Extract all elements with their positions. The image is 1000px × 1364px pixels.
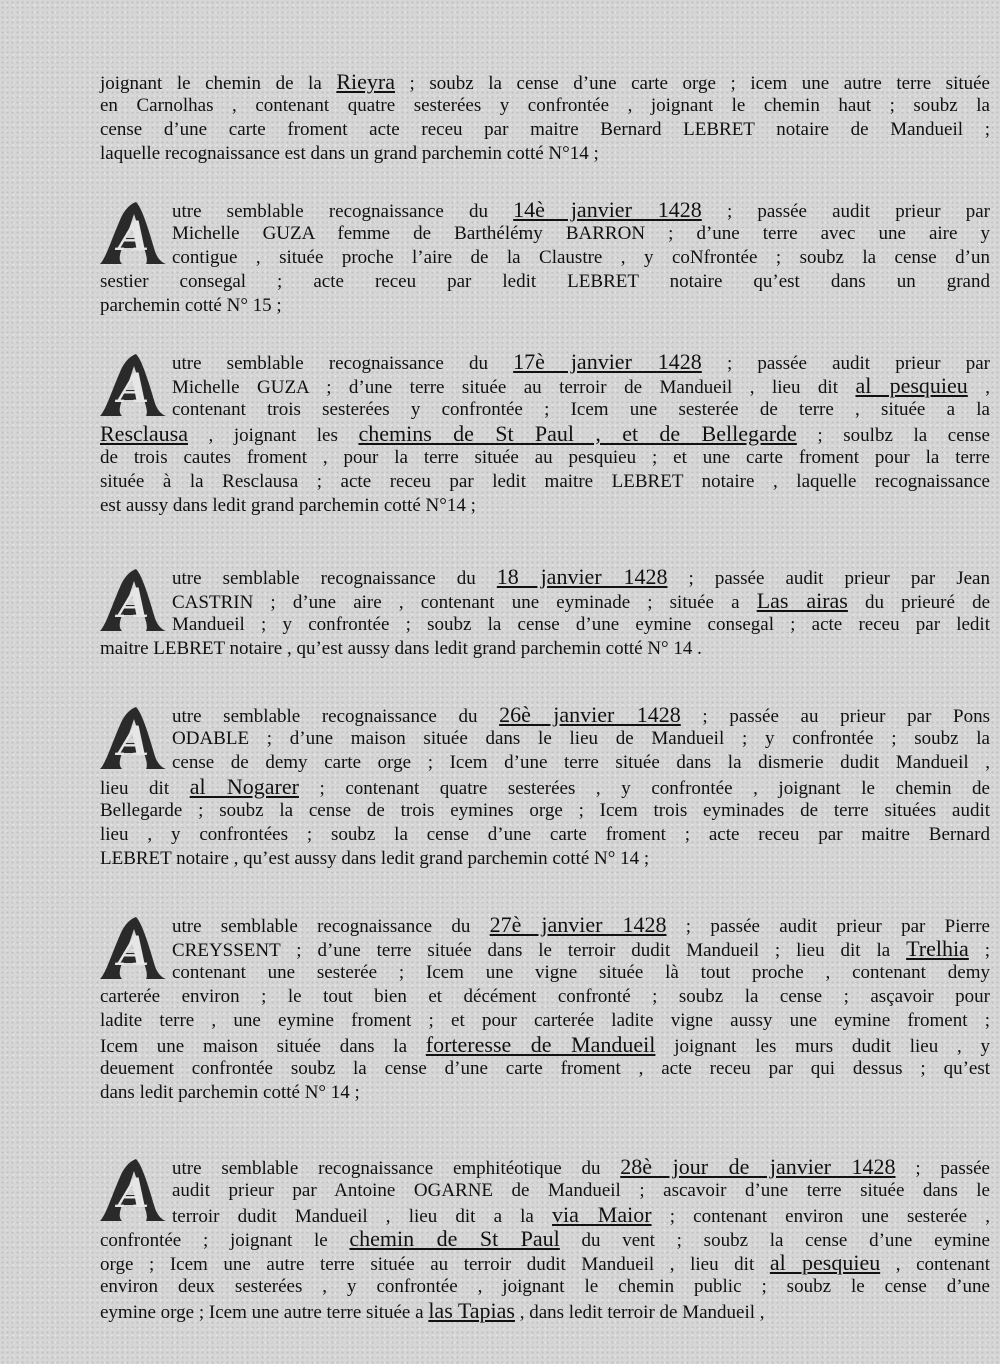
text-segment: carterée environ ; le tout bien et décément confronté ; soubz la cense ; asçavoir pour (100, 986, 990, 1007)
text-line (172, 589, 990, 613)
underlined-place-or-date: 27è janvier 1428 (489, 912, 667, 937)
text-segment: lieu dit (100, 778, 190, 799)
text-segment: confrontée ; joignant le (100, 1230, 350, 1251)
text-line (100, 775, 990, 799)
underlined-place-or-date: las Tapias (428, 1298, 515, 1323)
text-segment: ; contenant quatre sesterées , y confrontée , joignant le chemin de (298, 778, 990, 799)
text-line (172, 751, 990, 775)
text-line (172, 961, 990, 985)
text-segment: sestier consegal ; acte receu par ledit LEBRET notaire qu’est dans un grand (100, 271, 990, 292)
text-segment: ladite terre , une eymine froment ; et pour carterée ladite vigne aussy une eymine froment ; (100, 1010, 990, 1031)
text-segment: utre semblable recognaissance du (172, 706, 500, 727)
paragraph (100, 1155, 990, 1323)
text-line (100, 823, 990, 847)
text-segment: Icem une maison située dans la (100, 1036, 426, 1057)
text-segment: utre semblable recognaissance du (172, 353, 514, 374)
text-segment: utre semblable recognaissance du (172, 568, 497, 589)
paragraph (100, 565, 990, 661)
text-line (172, 1155, 990, 1179)
text-segment: contenant trois sesterées y confrontée ; Icem une sesterée de terre , située a la (172, 399, 990, 420)
text-segment: audit prieur par Antoine OGARNE de Mandueil ; ascavoir d’une terre située dans le (172, 1180, 990, 1201)
text-line (100, 422, 990, 446)
text-segment: ; passée audit prieur par (701, 353, 991, 374)
text-segment: ODABLE ; d’une maison située dans le lieu de Mandueil ; y confrontée ; soubz la (172, 728, 990, 749)
text-segment: orge ; Icem une autre terre située au terroir dudit Mandueil , lieu dit (100, 1254, 770, 1275)
underlined-place-or-date: al Nogarer (189, 774, 299, 799)
text-segment: ; (968, 940, 991, 961)
dropcap-letter: A (118, 718, 150, 765)
text-segment: parchemin cotté N° 15 ; (100, 295, 282, 316)
text-line (100, 799, 990, 823)
text-line (100, 294, 990, 318)
dropcap-letter: A (118, 1170, 150, 1217)
dropcap-letter: A (118, 928, 150, 975)
underlined-place-or-date: 14è janvier 1428 (513, 197, 702, 222)
text-segment: est aussy dans ledit grand parchemin cotté N°14 ; (100, 495, 476, 516)
text-segment: du vent ; soubz la cense d’une eymine (559, 1230, 990, 1251)
text-line (172, 374, 990, 398)
underlined-place-or-date: chemins de St Paul , et de Bellegarde (358, 421, 797, 446)
text-line (172, 1203, 990, 1227)
text-line (100, 1057, 990, 1081)
decorative-initial (96, 703, 168, 775)
text-line (172, 222, 990, 246)
text-segment: , contenant (880, 1254, 990, 1275)
text-line (172, 198, 990, 222)
text-segment: utre semblable recognaissance du (172, 201, 514, 222)
text-line (172, 246, 990, 270)
text-segment: utre semblable recognaissance du (172, 916, 490, 937)
underlined-place-or-date: Las airas (756, 588, 848, 613)
text-segment: ; passée au prieur par Pons (680, 706, 990, 727)
text-segment: de trois cautes froment , pour la terre située au pesquieu ; et une carte froment pour la terre (100, 447, 990, 468)
text-segment: ; soubz la cense d’une carte orge ; icem une autre terre située (394, 73, 990, 94)
text-segment: , dans ledit terroir de Mandueil , (514, 1302, 765, 1323)
text-line (100, 637, 990, 661)
text-segment: , (967, 377, 990, 398)
text-segment: cense d’une carte froment acte receu par maitre Bernard LEBRET notaire de Mandueil ; (100, 119, 990, 140)
dropcap-letter: A (118, 213, 150, 260)
text-segment: joignant le chemin de la (100, 73, 337, 94)
text-line (100, 94, 990, 118)
text-segment: Mandueil ; y confrontée ; soubz la cense d’une eymine consegal ; acte receu par ledit (172, 614, 990, 635)
underlined-place-or-date: forteresse de Mandueil (425, 1032, 656, 1057)
decorative-initial (96, 350, 168, 422)
text-line (100, 118, 990, 142)
text-segment: , joignant les (187, 425, 359, 446)
text-segment: ; contenant environ une sesterée , (651, 1206, 990, 1227)
underlined-place-or-date: al pesquieu (855, 373, 968, 398)
text-segment: du prieuré de (847, 592, 991, 613)
text-line (100, 1251, 990, 1275)
text-line (100, 1081, 990, 1105)
text-segment: deuement confrontée soubz la cense d’une carte froment , acte receu par qui dessus ; qu’est (100, 1058, 990, 1079)
text-line (100, 270, 990, 294)
underlined-place-or-date: Trelhia (906, 936, 969, 961)
underlined-place-or-date: Rieyra (336, 69, 395, 94)
decorative-initial (96, 565, 168, 637)
text-segment: environ deux sesterées , y confrontée , joignant le chemin public ; soubz le cense d’une (100, 1276, 990, 1297)
text-segment: CASTRIN ; d’une aire , contenant une eyminade ; située a (172, 592, 757, 613)
decorative-initial (96, 913, 168, 985)
text-line (100, 1033, 990, 1057)
underlined-place-or-date: 18 janvier 1428 (496, 564, 668, 589)
paragraph (100, 913, 990, 1105)
text-line (100, 1275, 990, 1299)
text-line (172, 727, 990, 751)
text-line (100, 446, 990, 470)
decorative-initial (96, 198, 168, 270)
text-line (172, 937, 990, 961)
text-segment: ; soulbz la cense (796, 425, 990, 446)
text-segment: ; passée audit prieur par Pierre (666, 916, 990, 937)
text-line (100, 1009, 990, 1033)
text-segment: terroir dudit Mandueil , lieu dit a la (172, 1206, 553, 1227)
paragraph (100, 198, 990, 318)
text-line (172, 1179, 990, 1203)
dropcap-letter: A (118, 365, 150, 412)
text-line (100, 142, 990, 166)
text-segment: Michelle GUZA ; d’une terre située au terroir de Mandueil , lieu dit (172, 377, 856, 398)
text-segment: lieu , y confrontées ; soubz la cense d’une carte froment ; acte receu par maitre Bernard (100, 824, 990, 845)
text-line (172, 350, 990, 374)
text-segment: ; passée audit prieur par (701, 201, 991, 222)
text-segment: CREYSSENT ; d’une terre située dans le terroir dudit Mandueil ; lieu dit la (172, 940, 907, 961)
paragraph (100, 70, 990, 166)
text-line (100, 847, 990, 871)
text-segment: Michelle GUZA femme de Barthélémy BARRON ; d’une terre avec une aire y (172, 223, 990, 244)
text-line (172, 398, 990, 422)
text-segment: en Carnolhas , contenant quatre sesterées y confrontée , joignant le chemin haut ; soubz la (100, 95, 990, 116)
paragraph (100, 350, 990, 518)
text-segment: utre semblable recognaissance emphitéotique du (172, 1158, 621, 1179)
text-line (172, 703, 990, 727)
text-line (172, 613, 990, 637)
text-line (100, 70, 990, 94)
text-segment: dans ledit parchemin cotté N° 14 ; (100, 1082, 360, 1103)
text-line (172, 565, 990, 589)
underlined-place-or-date: 17è janvier 1428 (513, 349, 702, 374)
text-segment: Bellegarde ; soubz la cense de trois eymines orge ; Icem trois eyminades de terre situées audit (100, 800, 990, 821)
text-line (100, 1227, 990, 1251)
text-segment: maitre LEBRET notaire , qu’est aussy dans ledit grand parchemin cotté N° 14 . (100, 638, 702, 659)
underlined-place-or-date: 26è janvier 1428 (499, 702, 681, 727)
paragraph (100, 703, 990, 871)
underlined-place-or-date: al pesquieu (769, 1250, 881, 1275)
text-segment: laquelle recognaissance est dans un grand parchemin cotté N°14 ; (100, 143, 599, 164)
text-segment: ; passée audit prieur par Jean (667, 568, 990, 589)
underlined-place-or-date: 28è jour de janvier 1428 (620, 1154, 896, 1179)
text-line (100, 494, 990, 518)
underlined-place-or-date: chemin de St Paul (349, 1226, 560, 1251)
dropcap-letter: A (118, 580, 150, 627)
text-segment: cense de demy carte orge ; Icem d’une terre située dans la dismerie dudit Mandueil , (172, 752, 990, 773)
underlined-place-or-date: via Maior (552, 1202, 652, 1227)
text-segment: eymine orge ; Icem une autre terre située a (100, 1302, 429, 1323)
text-segment: ; passée (895, 1158, 990, 1179)
text-segment: joignant les murs dudit lieu , y (655, 1036, 990, 1057)
decorative-initial (96, 1155, 168, 1227)
underlined-place-or-date: Resclausa (100, 421, 188, 446)
text-segment: contigue , située proche l’aire de la Claustre , y coNfrontée ; soubz la cense d’un (172, 247, 990, 268)
text-segment: située à la Resclausa ; acte receu par ledit maitre LEBRET notaire , laquelle recognaissance (100, 471, 990, 492)
text-segment: LEBRET notaire , qu’est aussy dans ledit grand parchemin cotté N° 14 ; (100, 848, 650, 869)
text-line (100, 470, 990, 494)
text-line (100, 1299, 990, 1323)
text-line (100, 985, 990, 1009)
text-segment: contenant une sesterée ; Icem une vigne située là tout proche , contenant demy (172, 962, 990, 983)
text-line (172, 913, 990, 937)
